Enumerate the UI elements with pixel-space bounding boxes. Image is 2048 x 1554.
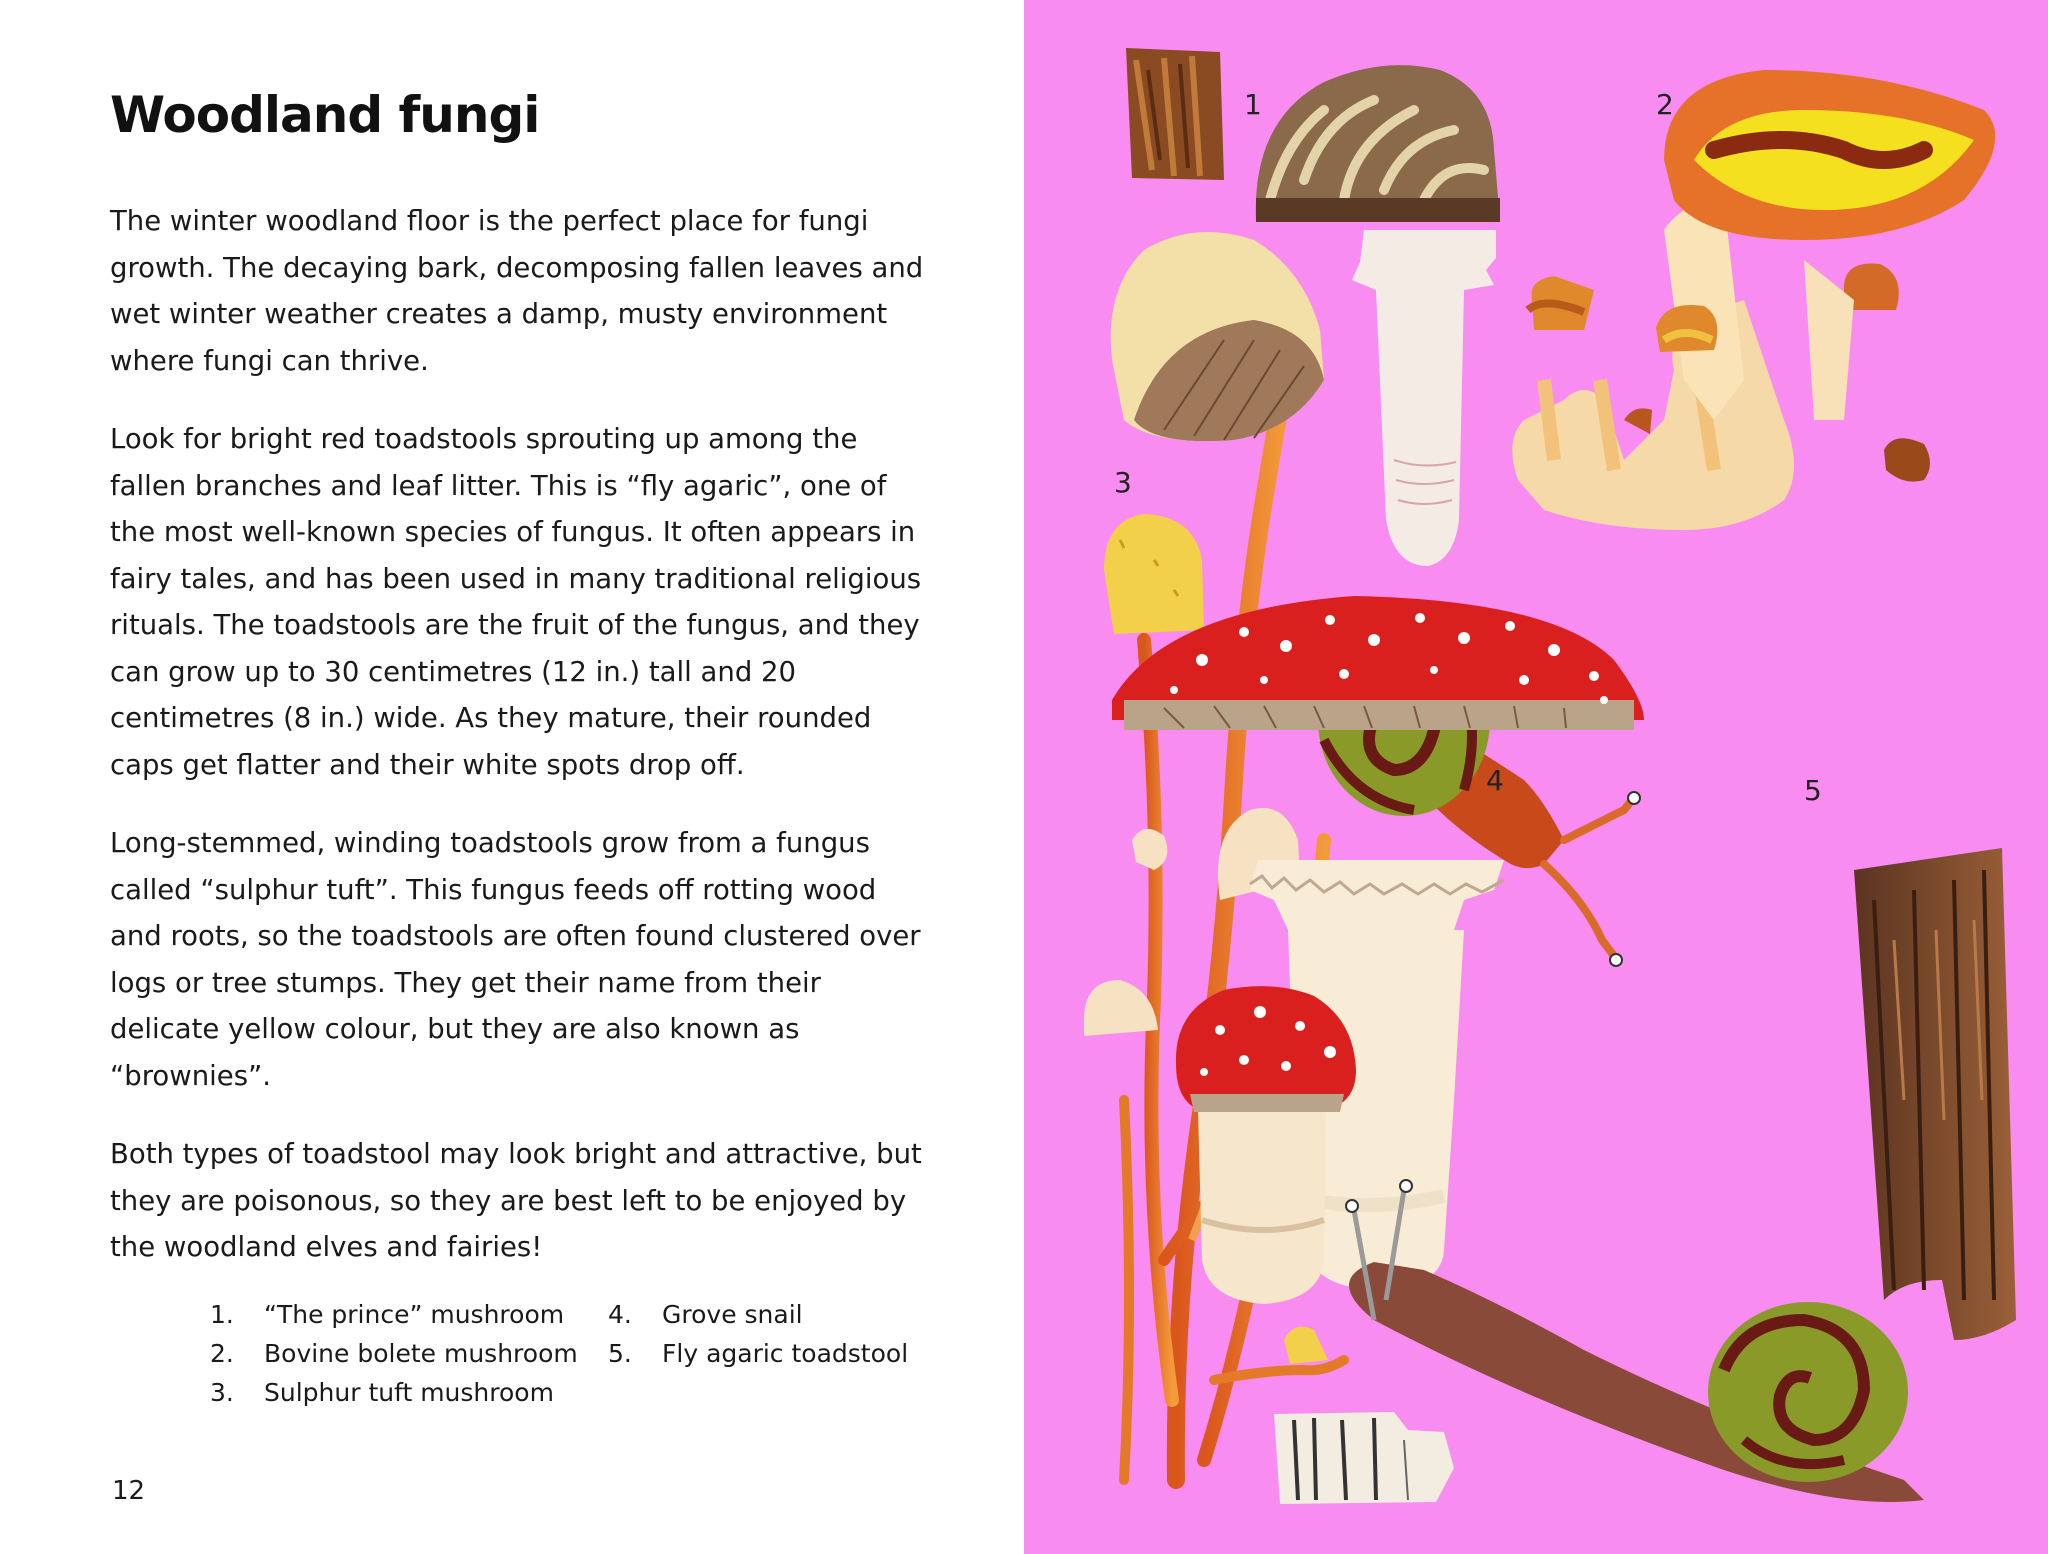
paragraph: Both types of toadstool may look bright and attractive, but they are poisonous, so they are best left to be enjoyed by the woodland elves and fairies!: [110, 1138, 922, 1263]
legend-number: 5.: [608, 1339, 632, 1368]
legend-label: Fly agaric toadstool: [662, 1339, 909, 1368]
paragraph: Look for bright red toadstools sprouting up among the fallen branches and leaf litter. This is “fly agaric”, one of the most well-known species of fungus. It often appears in fairy tales, and has been used in many traditional religious rituals. The toadstools are the fruit of the fungus, and they can grow up to 30 centimetres (12 in.) tall and 20 centimetres (8 in.) wide. As they mature, their rounded caps get flatter and their white spots drop off.: [110, 423, 922, 781]
legend-number: 1.: [210, 1300, 234, 1329]
legend-item: [608, 1295, 908, 1334]
paragraph: The winter woodland floor is the perfect place for fungi growth. The decaying bark, decomposing fallen leaves and wet winter weather creates a damp, musty environment where fungi can thrive.: [110, 205, 924, 377]
illustration-label: 4: [1486, 764, 1504, 797]
legend-label: Sulphur tuft mushroom: [264, 1378, 554, 1407]
illustration-label: 5: [1804, 774, 1822, 807]
legend-column: [210, 1295, 578, 1412]
fungi-illustration: [1024, 0, 2048, 1554]
illustration-label: 3: [1114, 466, 1132, 499]
legend-label: “The prince” mushroom: [264, 1300, 565, 1329]
legend-label: Grove snail: [662, 1300, 803, 1329]
legend-number: 2.: [210, 1339, 234, 1368]
legend-number: 4.: [608, 1300, 632, 1329]
bark-chip-illustration: [1126, 48, 1224, 180]
illustration-page: [1024, 0, 2048, 1554]
bark-log-illustration: [1854, 848, 2016, 1340]
bovine-bolete-illustration: [1512, 70, 1995, 530]
birch-bark-illustration: [1274, 1412, 1454, 1504]
legend-label: Bovine bolete mushroom: [264, 1339, 578, 1368]
page-title: Woodland fungi: [110, 86, 540, 144]
legend-column: [608, 1295, 908, 1373]
legend-item: [210, 1373, 578, 1412]
species-legend: [210, 1295, 930, 1425]
paragraph: Long-stemmed, winding toadstools grow from a fungus called “sulphur tuft”. This fungus feeds off rotting wood and roots, so the toadstools are often found clustered over logs or tree stumps. They get their name from their delicate yellow colour, but they are also known as “brownies”.: [110, 827, 921, 1092]
legend-item: [608, 1334, 908, 1373]
illustration-label: 2: [1656, 88, 1674, 121]
legend-item: [210, 1295, 578, 1334]
page-number: 12: [112, 1476, 146, 1506]
body-text: [110, 198, 930, 1303]
legend-item: [210, 1334, 578, 1373]
illustration-label: 1: [1244, 88, 1262, 121]
legend-number: 3.: [210, 1378, 234, 1407]
